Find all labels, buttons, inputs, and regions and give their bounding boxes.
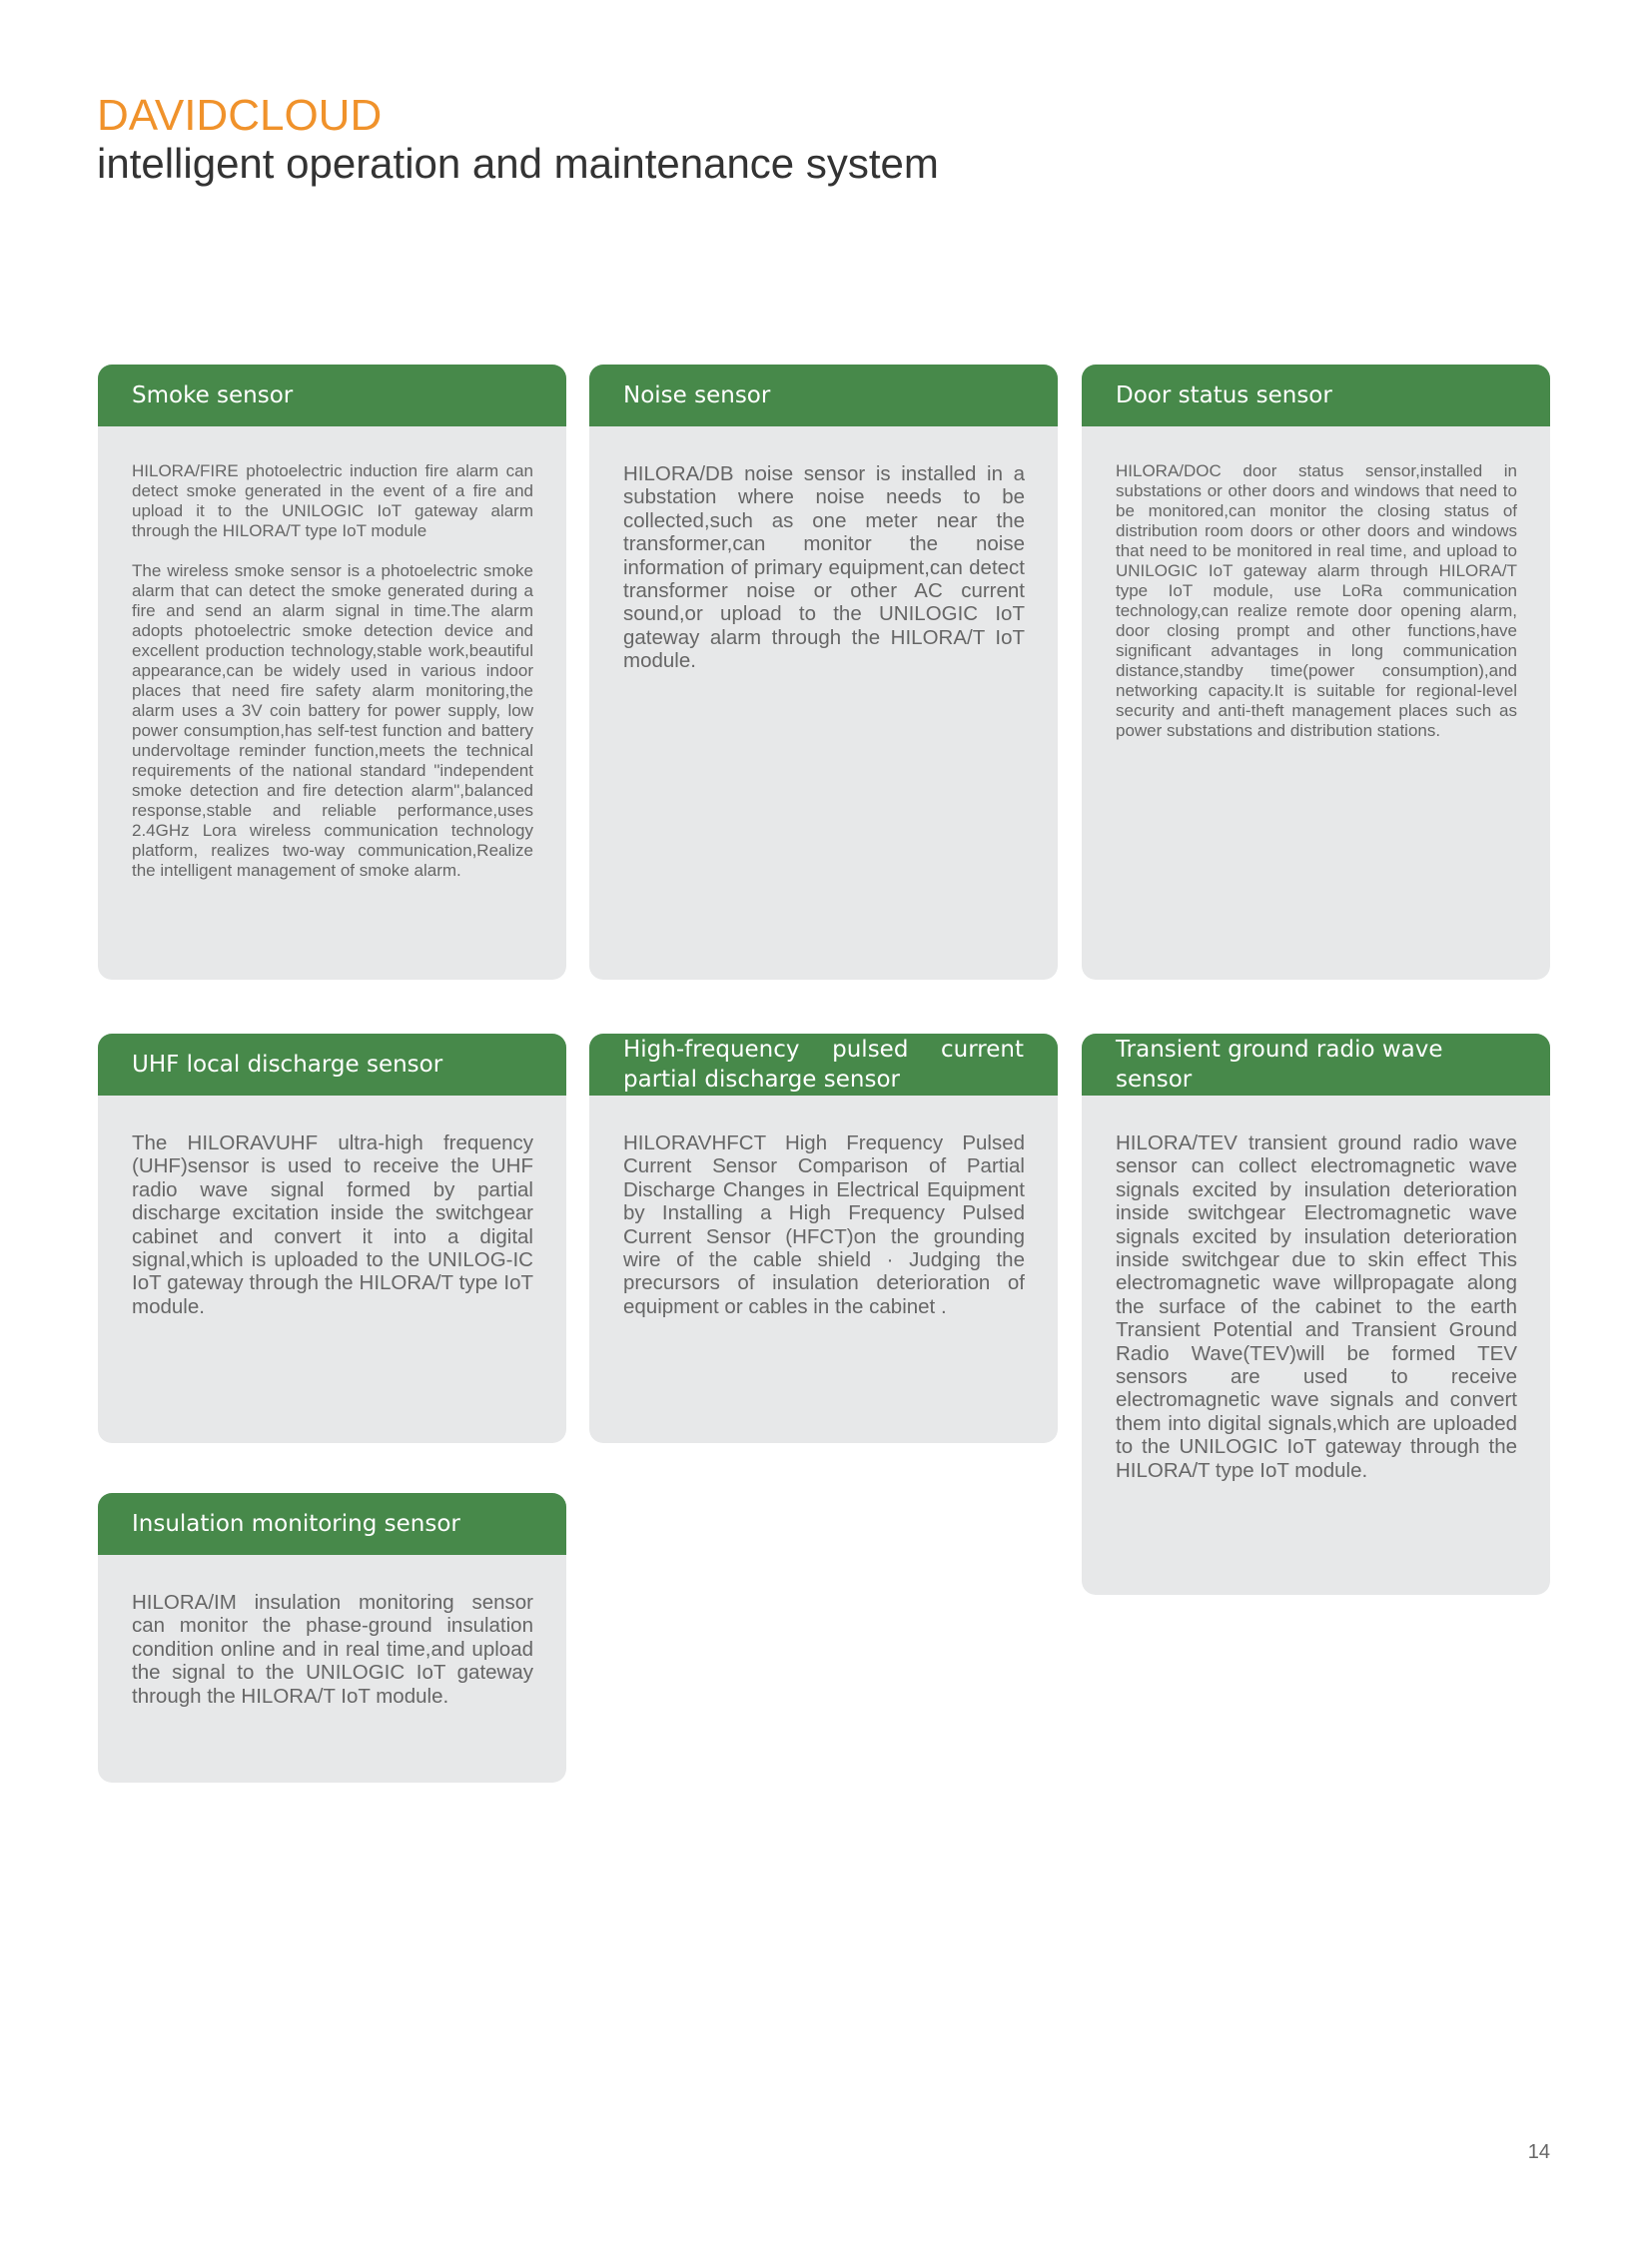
card-paragraph: The wireless smoke sensor is a photoelectric smoke alarm that can detect the smoke generated during a fire and send an alarm signal in time.The alarm adopts photoelectric smoke detection device and excellent production technology,stable work,beautiful appearance,can be widely used in various indoor places that need fire safety alarm monitoring,the alarm uses a 3V coin battery for power supply, low power consumption,has self-test function and battery undervoltage reminder function,meets the technical requirements of the national standard "independent smoke detection and fire detection alarm",balanced response,stable and reliable performance,uses 2.4GHz Lora wireless communication technology platform, realizes two-way communication,Realize the intelligent management of smoke alarm.: [132, 561, 533, 880]
card-description: [132, 461, 533, 881]
card-smoke-sensor: [98, 365, 566, 980]
card-description: [1116, 1131, 1517, 1482]
card-title: Door status sensor: [1082, 365, 1550, 426]
card-description: [132, 1131, 533, 1318]
card-noise-sensor: [589, 365, 1058, 980]
card-uhf-sensor: [98, 1034, 566, 1443]
card-paragraph: HILORAVHFCT High Frequency Pulsed Current Sensor Comparison of Partial Discharge Changes in Electrical Equipment by Installing a High Frequency Pulsed Current Sensor (HFCT)on the grounding wire of the cable shield · Judging the precursors of insulation deterioration of equipment or cables in the cabinet .: [623, 1131, 1025, 1318]
card-paragraph: HILORA/FIRE photoelectric induction fire alarm can detect smoke generated in the event of a fire and upload it to the UNILOGIC IoT gateway alarm through the HILORA/T type IoT module: [132, 461, 533, 540]
card-insulation-sensor: [98, 1493, 566, 1783]
card-paragraph: HILORA/TEV transient ground radio wave sensor can collect electromagnetic wave signals excited by insulation deterioration inside switchgear Electromagnetic wave signals excited by insulation deterioration inside switchgear due to skin effect This electromagnetic wave willpropagate along the surface of the cabinet to the earth Transient Potential and Transient Ground Radio Wave(TEV)will be formed TEV sensors are used to receive electromagnetic wave signals and convert them into digital signals,which are uploaded to the UNILOGIC IoT gateway through the HILORA/T type IoT module.: [1116, 1131, 1517, 1482]
card-paragraph: HILORA/IM insulation monitoring sensor can monitor the phase-ground insulation condition online and in real time,and upload the signal to the UNILOGIC IoT gateway through the HILORA/T IoT module.: [132, 1591, 533, 1708]
card-paragraph: The HILORAVUHF ultra-high frequency (UHF)sensor is used to receive the UHF radio wave signal formed by partial discharge excitation inside the switchgear cabinet and convert it into a digital signal,which is uploaded to the UNILOG-IC IoT gateway through the HILORA/T type IoT module.: [132, 1131, 533, 1318]
card-title: High-frequency pulsed current partial discharge sensor: [589, 1034, 1058, 1096]
card-description: [623, 1131, 1025, 1318]
card-tev-sensor: [1082, 1034, 1550, 1595]
card-paragraph: HILORA/DOC door status sensor,installed in substations or other doors and windows that need to be monitored,can monitor the closing status of distribution room doors or other doors and windows that need to be monitored in real time, and upload to UNILOGIC IoT gateway alarm through HILORA/T type IoT module, use LoRa communication technology,can realize remote door opening alarm, door closing prompt and other functions,have significant advantages in long communication distance,standby time(power consumption),and networking capacity.It is suitable for regional-level security and anti-theft management places such as power substations and distribution stations.: [1116, 461, 1517, 740]
page-subtitle: intelligent operation and maintenance system: [97, 140, 939, 187]
card-title: UHF local discharge sensor: [98, 1034, 566, 1096]
card-title: Smoke sensor: [98, 365, 566, 426]
card-description: [132, 1591, 533, 1708]
card-paragraph: HILORA/DB noise sensor is installed in a substation where noise needs to be collected,such as one meter near the transformer,can monitor the noise information of primary equipment,can detect transformer noise or other AC current sound,or upload to the UNILOGIC IoT gateway alarm through the HILORA/T IoT module.: [623, 462, 1025, 673]
brand-name: DAVIDCLOUD: [97, 91, 383, 140]
card-description: [623, 462, 1025, 673]
card-hfct-sensor: [589, 1034, 1058, 1443]
page-number: 14: [1527, 2141, 1550, 2163]
card-title: Insulation monitoring sensor: [98, 1493, 566, 1555]
card-description: [1116, 461, 1517, 741]
card-title: Transient ground radio wave sensor: [1082, 1034, 1550, 1096]
card-door-status-sensor: [1082, 365, 1550, 980]
card-title: Noise sensor: [589, 365, 1058, 426]
